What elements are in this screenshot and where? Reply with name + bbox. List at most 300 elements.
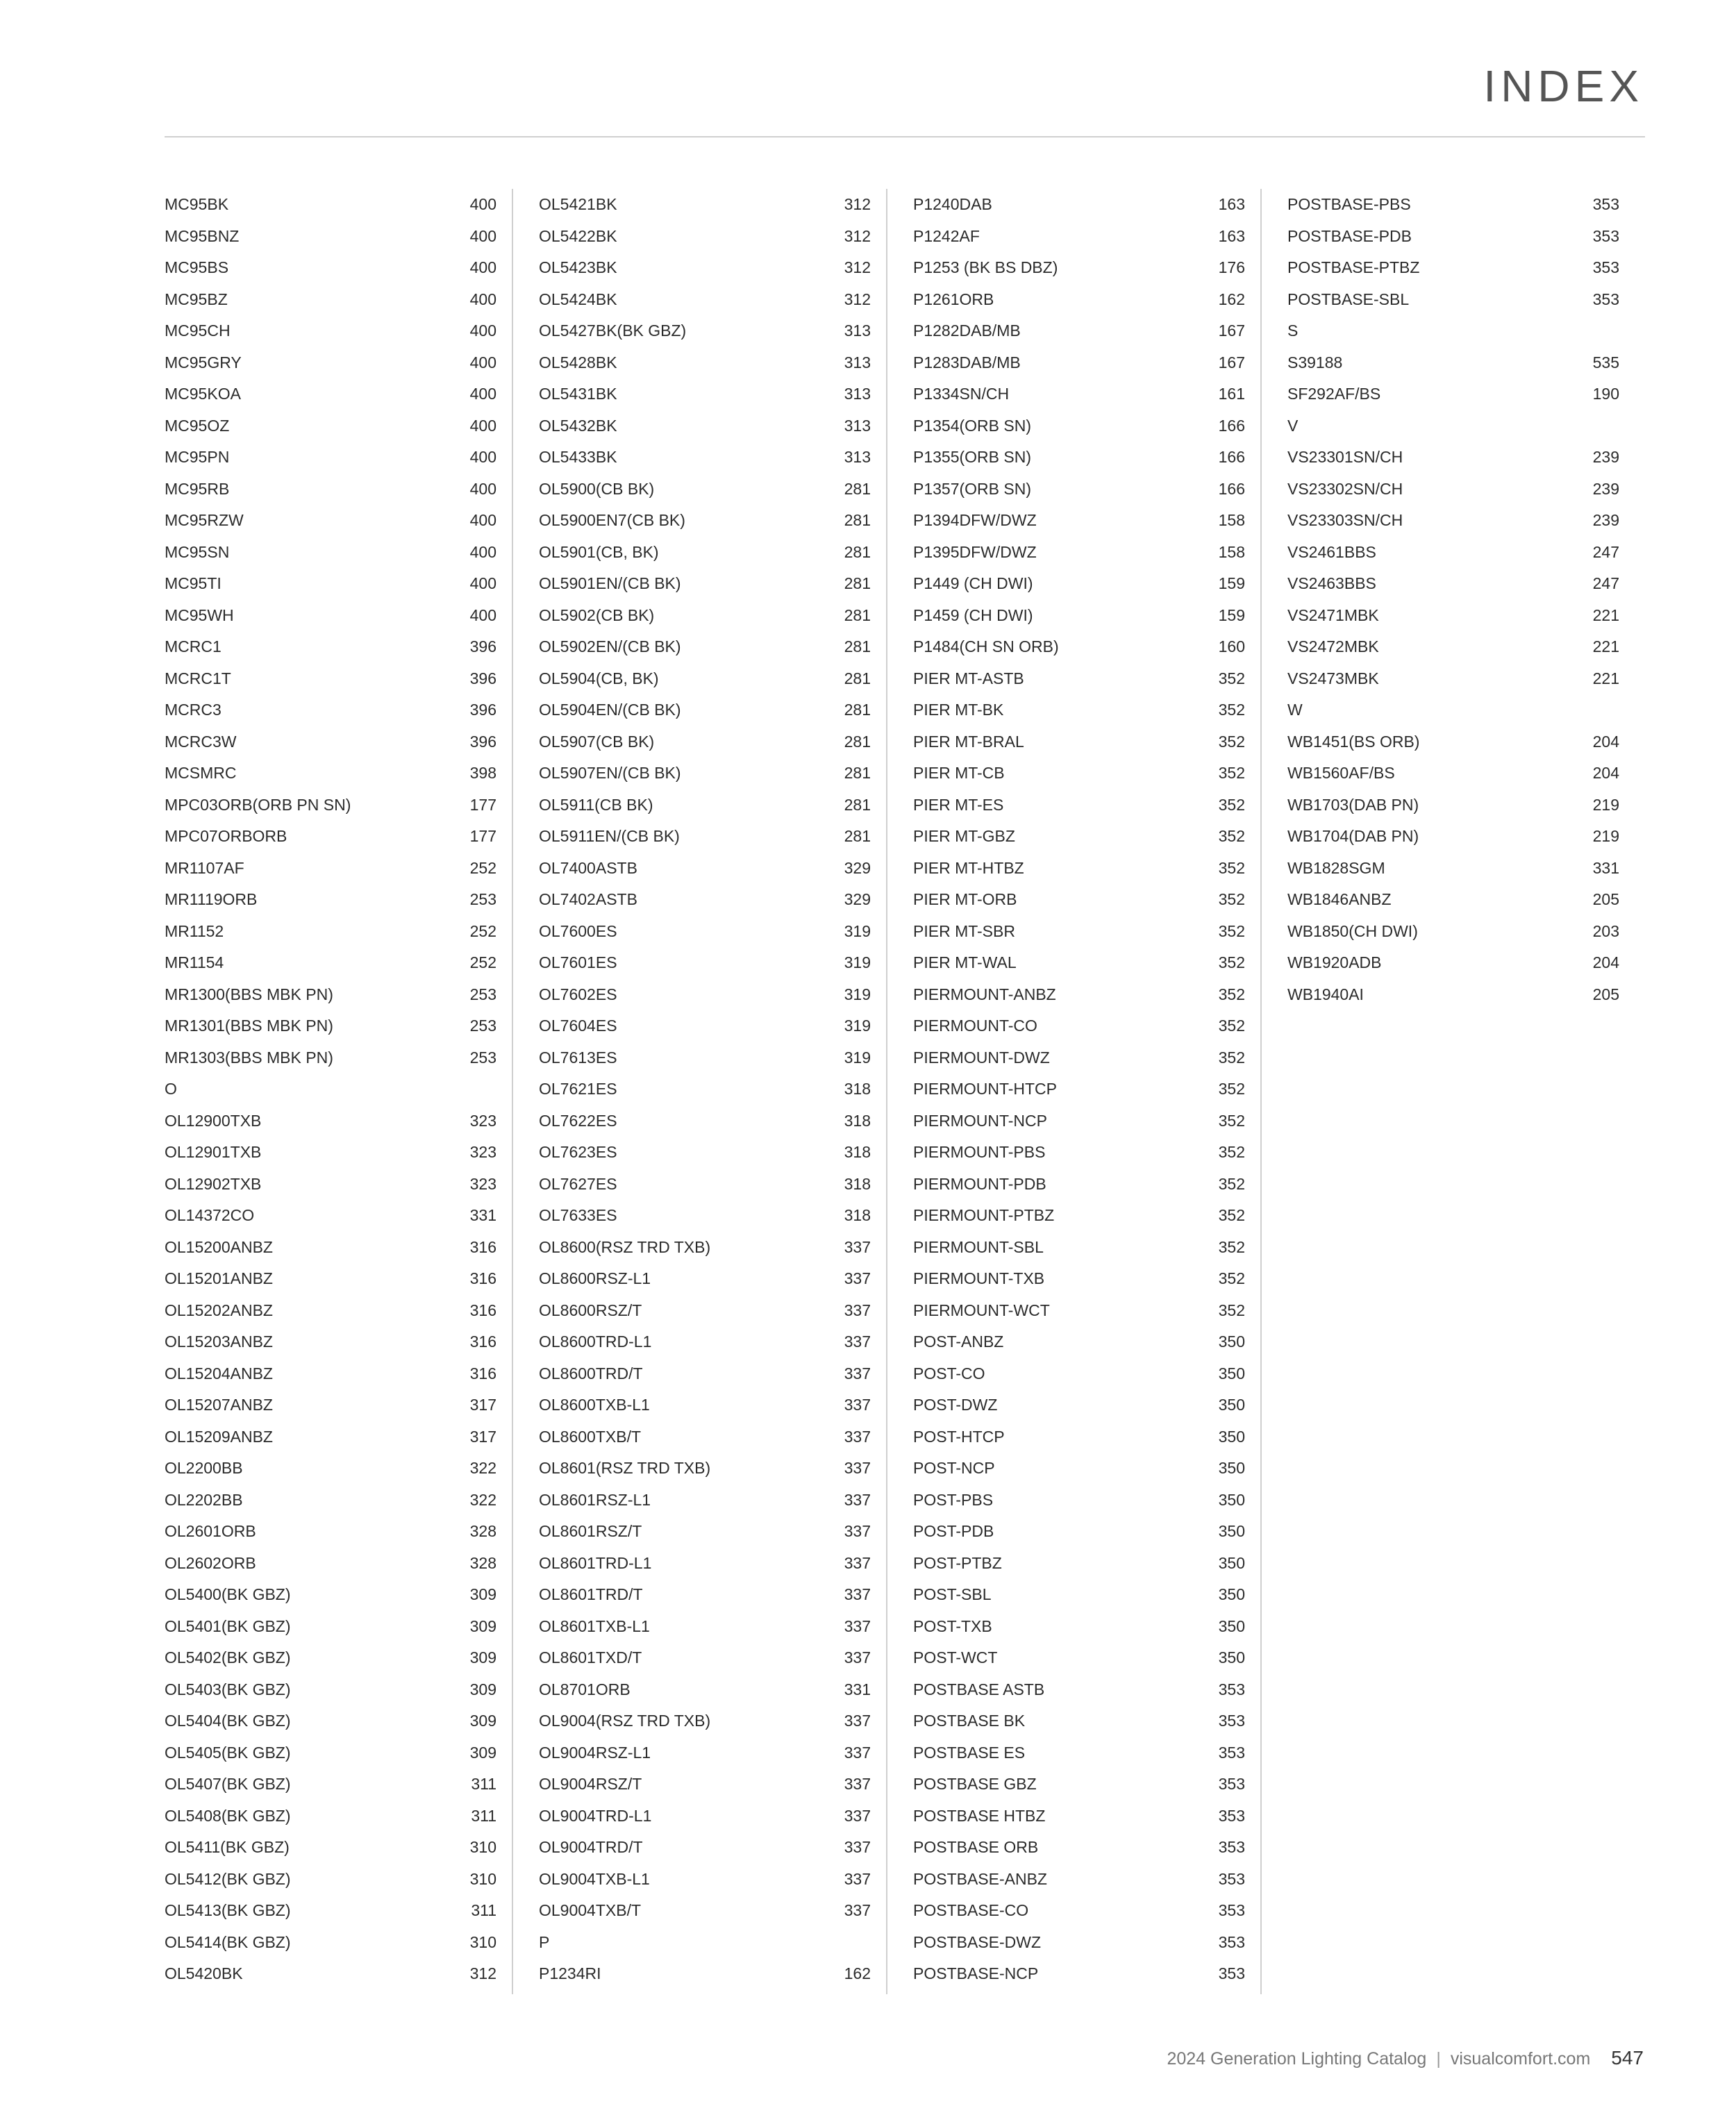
entry-code: WB1940AI: [1287, 985, 1364, 1003]
index-entry: [539, 1737, 871, 1769]
entry-page: 316: [469, 1332, 496, 1351]
entry-page: 313: [844, 353, 871, 371]
index-column-3: [913, 189, 1245, 2001]
entry-page: 350: [1218, 1648, 1245, 1666]
index-entry: [913, 1705, 1245, 1737]
index-entry: [1287, 537, 1619, 569]
entry-code: OL5401(BK GBZ): [165, 1616, 291, 1635]
entry-code: OL7622ES: [539, 1111, 617, 1130]
index-entry: [165, 315, 496, 347]
entry-code: P1394DFW/DWZ: [913, 511, 1037, 529]
index-entry: [913, 1674, 1245, 1706]
index-entry: [913, 1073, 1245, 1105]
title-divider: [165, 136, 1645, 137]
entry-code: OL5411(BK GBZ): [165, 1838, 290, 1856]
entry-code: MC95BK: [165, 195, 229, 213]
entry-page: 310: [469, 1838, 496, 1856]
index-entry: [165, 1358, 496, 1390]
entry-code: MCSMRC: [165, 764, 237, 782]
entry-page: 166: [1218, 448, 1245, 466]
entry-code: OL5402(BK GBZ): [165, 1648, 291, 1666]
entry-code: WB1850(CH DWI): [1287, 921, 1418, 940]
entry-code: OL8600RSZ/T: [539, 1301, 642, 1319]
index-entry: [1287, 821, 1619, 853]
entry-code: OL9004(RSZ TRD TXB): [539, 1712, 711, 1730]
entry-code: OL15207ANBZ: [165, 1396, 273, 1414]
entry-page: 318: [844, 1111, 871, 1130]
entry-code: POST-PBS: [913, 1490, 994, 1509]
entry-page: 352: [1218, 1301, 1245, 1319]
index-entry: [165, 1232, 496, 1264]
entry-page: 160: [1218, 637, 1245, 655]
entry-code: PIER MT-ORB: [913, 890, 1017, 908]
entry-page: 328: [469, 1522, 496, 1540]
entry-page: 281: [844, 542, 871, 561]
entry-page: 337: [844, 1712, 871, 1730]
index-entry: [539, 631, 871, 663]
entry-page: 353: [1218, 1743, 1245, 1762]
page-title: INDEX: [1483, 61, 1644, 111]
index-entry: [913, 315, 1245, 347]
entry-page: 350: [1218, 1553, 1245, 1572]
entry-page: 190: [1592, 385, 1619, 403]
index-entry: [913, 600, 1245, 632]
index-entry: [1287, 442, 1619, 474]
entry-code: WB1846ANBZ: [1287, 890, 1392, 908]
index-entry: [539, 1389, 871, 1421]
index-entry: [913, 1832, 1245, 1864]
index-entry: [165, 631, 496, 663]
entry-page: 318: [844, 1174, 871, 1193]
index-entry: [165, 1421, 496, 1453]
entry-code: OL15201ANBZ: [165, 1269, 273, 1287]
entry-code: P1355(ORB SN): [913, 448, 1032, 466]
entry-code: OL9004RSZ/T: [539, 1775, 642, 1793]
entry-code: OL5400(BK GBZ): [165, 1585, 291, 1603]
entry-page: 163: [1218, 226, 1245, 245]
entry-page: 329: [844, 890, 871, 908]
page-footer: [1167, 2047, 1644, 2069]
entry-page: 329: [844, 858, 871, 877]
entry-code: OL9004TXB/T: [539, 1901, 642, 1919]
column-divider: [512, 189, 513, 1994]
index-entry: [913, 758, 1245, 790]
entry-code: MC95BZ: [165, 290, 228, 308]
index-entry: [165, 1200, 496, 1232]
entry-page: 400: [469, 542, 496, 561]
entry-code: MR1300(BBS MBK PN): [165, 985, 333, 1003]
entry-page: 337: [844, 1522, 871, 1540]
index-entry: [1287, 979, 1619, 1011]
entry-page: 318: [844, 1080, 871, 1098]
index-entry: [165, 1389, 496, 1421]
index-entry: [913, 1864, 1245, 1896]
index-entry: [539, 726, 871, 758]
entry-page: 319: [844, 1048, 871, 1067]
entry-code: P1449 (CH DWI): [913, 574, 1033, 592]
entry-code: PIER MT-WAL: [913, 953, 1017, 971]
entry-page: 316: [469, 1237, 496, 1256]
entry-code: OL7633ES: [539, 1206, 617, 1224]
entry-page: 158: [1218, 511, 1245, 529]
entry-code: OL9004TRD-L1: [539, 1806, 652, 1825]
entry-page: 312: [844, 258, 871, 276]
entry-page: 166: [1218, 416, 1245, 435]
index-entry: [539, 1705, 871, 1737]
entry-page: 311: [471, 1775, 496, 1793]
entry-code: P1354(ORB SN): [913, 416, 1032, 435]
entry-code: OL5911EN/(CB BK): [539, 827, 680, 845]
entry-page: 316: [469, 1301, 496, 1319]
index-entry: [539, 1801, 871, 1832]
index-entry: [165, 537, 496, 569]
index-entry: [913, 916, 1245, 948]
entry-code: OL8601RSZ/T: [539, 1522, 642, 1540]
index-entry: [165, 252, 496, 284]
entry-page: 281: [844, 732, 871, 751]
index-entry: [539, 1832, 871, 1864]
index-entry: [539, 1453, 871, 1485]
entry-code: VS2472MBK: [1287, 637, 1379, 655]
index-entry: [165, 790, 496, 821]
index-columns: [165, 189, 1645, 2001]
index-entry: [165, 821, 496, 853]
entry-code: P1459 (CH DWI): [913, 605, 1033, 624]
index-entry: [1287, 853, 1619, 885]
entry-page: 167: [1218, 321, 1245, 340]
entry-page: 352: [1218, 669, 1245, 687]
entry-code: OL7621ES: [539, 1080, 617, 1098]
entry-page: 337: [844, 1838, 871, 1856]
entry-page: 337: [844, 1553, 871, 1572]
entry-page: 400: [469, 353, 496, 371]
entry-page: 396: [469, 732, 496, 751]
entry-page: 311: [471, 1901, 496, 1919]
index-entry: [913, 1579, 1245, 1611]
entry-page: 396: [469, 669, 496, 687]
entry-code: PIERMOUNT-TXB: [913, 1269, 1045, 1287]
entry-code: OL5421BK: [539, 195, 617, 213]
entry-code: S39188: [1287, 353, 1343, 371]
index-entry: [913, 1421, 1245, 1453]
index-entry: [913, 726, 1245, 758]
index-entry: [913, 853, 1245, 885]
entry-page: 159: [1218, 605, 1245, 624]
index-entry: [913, 1042, 1245, 1074]
entry-code: P1234RI: [539, 1964, 601, 1982]
index-entry: [539, 853, 871, 885]
entry-code: VS23303SN/CH: [1287, 511, 1403, 529]
entry-page: 352: [1218, 701, 1245, 719]
entry-page: 317: [469, 1396, 496, 1414]
index-entry: [1287, 663, 1619, 695]
index-entry: [539, 663, 871, 695]
entry-page: 396: [469, 637, 496, 655]
index-entry: [165, 505, 496, 537]
index-entry: [539, 1326, 871, 1358]
entry-code: PIER MT-ASTB: [913, 669, 1024, 687]
entry-code: OL15209ANBZ: [165, 1427, 273, 1446]
entry-code: PIER MT-BK: [913, 701, 1004, 719]
entry-code: PIERMOUNT-WCT: [913, 1301, 1050, 1319]
entry-page: 319: [844, 921, 871, 940]
entry-code: P1395DFW/DWZ: [913, 542, 1037, 561]
entry-code: OL7604ES: [539, 1017, 617, 1035]
entry-page: 352: [1218, 1017, 1245, 1035]
index-entry: [913, 1927, 1245, 1959]
entry-code: MC95RB: [165, 479, 230, 498]
entry-page: 353: [1218, 1775, 1245, 1793]
index-entry: [913, 1358, 1245, 1390]
index-entry: [165, 916, 496, 948]
entry-code: OL5408(BK GBZ): [165, 1806, 291, 1825]
entry-page: 247: [1592, 574, 1619, 592]
entry-code: VS2461BBS: [1287, 542, 1376, 561]
entry-code: MC95SN: [165, 542, 230, 561]
entry-page: 337: [844, 1743, 871, 1762]
entry-code: POST-PDB: [913, 1522, 994, 1540]
entry-page: 337: [844, 1427, 871, 1446]
entry-code: MC95KOA: [165, 385, 241, 403]
index-entry: [539, 189, 871, 221]
entry-page: 313: [844, 416, 871, 435]
entry-page: 337: [844, 1806, 871, 1825]
index-entry: [165, 474, 496, 506]
entry-page: 400: [469, 511, 496, 529]
entry-page: 337: [844, 1585, 871, 1603]
entry-code: MR1303(BBS MBK PN): [165, 1048, 333, 1067]
entry-page: 159: [1218, 574, 1245, 592]
entry-page: 205: [1592, 890, 1619, 908]
entry-page: 312: [844, 195, 871, 213]
entry-page: 176: [1218, 258, 1245, 276]
entry-page: 239: [1592, 479, 1619, 498]
entry-code: OL8600TXB-L1: [539, 1396, 650, 1414]
index-entry: [913, 1010, 1245, 1042]
index-entry: [165, 1137, 496, 1169]
entry-code: OL5904EN/(CB BK): [539, 701, 681, 719]
entry-code: OL5403(BK GBZ): [165, 1680, 291, 1698]
index-entry: [913, 474, 1245, 506]
index-entry: [539, 537, 871, 569]
footer-separator: |: [1436, 2049, 1441, 2069]
entry-page: 352: [1218, 764, 1245, 782]
entry-code: PIERMOUNT-PBS: [913, 1143, 1046, 1161]
entry-code: OL9004TRD/T: [539, 1838, 643, 1856]
entry-page: 316: [469, 1364, 496, 1382]
index-entry: [165, 663, 496, 695]
entry-page: 239: [1592, 511, 1619, 529]
entry-code: POST-DWZ: [913, 1396, 998, 1414]
index-entry: [913, 790, 1245, 821]
index-entry: [539, 474, 871, 506]
entry-code: WB1703(DAB PN): [1287, 795, 1419, 814]
entry-code: PIERMOUNT-DWZ: [913, 1048, 1050, 1067]
index-entry: [539, 694, 871, 726]
entry-code: OL5432BK: [539, 416, 617, 435]
entry-page: 253: [469, 985, 496, 1003]
entry-page: 352: [1218, 1269, 1245, 1287]
entry-page: 350: [1218, 1396, 1245, 1414]
index-entry: [539, 1421, 871, 1453]
index-entry: [913, 1200, 1245, 1232]
index-entry: [1287, 568, 1619, 600]
entry-page: 281: [844, 574, 871, 592]
index-column-1: [165, 189, 496, 2001]
entry-code: OL5420BK: [165, 1964, 243, 1982]
entry-code: OL5902(CB BK): [539, 605, 655, 624]
entry-code: MR1152: [165, 921, 224, 940]
entry-code: PIERMOUNT-NCP: [913, 1111, 1047, 1130]
index-entry: [1287, 221, 1619, 253]
entry-page: 205: [1592, 985, 1619, 1003]
entry-code: PIERMOUNT-PTBZ: [913, 1206, 1055, 1224]
entry-page: 309: [469, 1743, 496, 1762]
index-entry: [1287, 600, 1619, 632]
index-entry: [539, 1642, 871, 1674]
entry-code: OL5414(BK GBZ): [165, 1932, 291, 1951]
entry-page: 318: [844, 1143, 871, 1161]
entry-page: 353: [1218, 1838, 1245, 1856]
entry-code: MC95GRY: [165, 353, 242, 371]
index-entry: [165, 1642, 496, 1674]
index-entry: [539, 568, 871, 600]
entry-page: 310: [469, 1869, 496, 1888]
index-entry: [165, 189, 496, 221]
index-entry: [1287, 347, 1619, 379]
entry-code: OL7600ES: [539, 921, 617, 940]
entry-page: 253: [469, 890, 496, 908]
index-entry: [165, 1927, 496, 1959]
entry-page: 323: [469, 1174, 496, 1193]
index-entry: [539, 505, 871, 537]
index-entry: [165, 1485, 496, 1517]
index-entry: [165, 884, 496, 916]
entry-code: OL8600TRD-L1: [539, 1332, 652, 1351]
entry-page: 313: [844, 448, 871, 466]
entry-code: OL5901(CB, BK): [539, 542, 659, 561]
entry-code: OL15202ANBZ: [165, 1301, 273, 1319]
index-entry: [913, 505, 1245, 537]
index-entry: [913, 410, 1245, 442]
entry-page: 337: [844, 1396, 871, 1414]
entry-code: MC95RZW: [165, 511, 244, 529]
entry-code: OL7602ES: [539, 985, 617, 1003]
index-entry: [1287, 916, 1619, 948]
entry-page: 167: [1218, 353, 1245, 371]
index-entry: [165, 947, 496, 979]
index-entry: [539, 1137, 871, 1169]
entry-page: 177: [469, 795, 496, 814]
index-entry: [1287, 378, 1619, 410]
entry-page: 352: [1218, 1048, 1245, 1067]
entry-code: WB1451(BS ORB): [1287, 732, 1420, 751]
entry-code: POSTBASE-NCP: [913, 1964, 1039, 1982]
entry-code: POSTBASE-ANBZ: [913, 1869, 1047, 1888]
entry-code: P1283DAB/MB: [913, 353, 1021, 371]
entry-page: 337: [844, 1648, 871, 1666]
index-entry: [913, 537, 1245, 569]
entry-page: 281: [844, 795, 871, 814]
index-entry: [913, 979, 1245, 1011]
entry-code: OL5433BK: [539, 448, 617, 466]
entry-code: P1261ORB: [913, 290, 994, 308]
entry-page: 352: [1218, 1206, 1245, 1224]
entry-page: 309: [469, 1648, 496, 1666]
entry-code: V: [1287, 416, 1299, 435]
index-entry: [539, 1579, 871, 1611]
index-entry: [165, 1326, 496, 1358]
entry-page: 398: [469, 764, 496, 782]
entry-page: 253: [469, 1017, 496, 1035]
index-entry: [913, 1232, 1245, 1264]
entry-page: 352: [1218, 953, 1245, 971]
entry-code: MC95OZ: [165, 416, 230, 435]
entry-code: PIERMOUNT-CO: [913, 1017, 1037, 1035]
entry-code: PIERMOUNT-PDB: [913, 1174, 1046, 1193]
entry-code: OL7400ASTB: [539, 858, 637, 877]
entry-page: 337: [844, 1459, 871, 1477]
index-letter-heading: [165, 1073, 496, 1105]
index-entry: [913, 884, 1245, 916]
entry-code: MCRC3W: [165, 732, 237, 751]
entry-code: PIER MT-CB: [913, 764, 1005, 782]
entry-page: 337: [844, 1364, 871, 1382]
entry-code: OL8701ORB: [539, 1680, 631, 1698]
entry-code: PIERMOUNT-SBL: [913, 1237, 1044, 1256]
entry-code: MR1119ORB: [165, 890, 258, 908]
entry-code: WB1828SGM: [1287, 858, 1385, 877]
index-entry: [1287, 631, 1619, 663]
index-entry: [913, 1137, 1245, 1169]
entry-code: POST-CO: [913, 1364, 985, 1382]
entry-page: 310: [469, 1932, 496, 1951]
index-entry: [539, 916, 871, 948]
entry-page: 353: [1592, 290, 1619, 308]
index-entry: [165, 1263, 496, 1295]
index-entry: [539, 1263, 871, 1295]
website-link[interactable]: visualcomfort.com: [1450, 2049, 1591, 2069]
entry-page: 309: [469, 1712, 496, 1730]
entry-code: SF292AF/BS: [1287, 385, 1381, 403]
entry-page: 309: [469, 1585, 496, 1603]
index-entry: [913, 1642, 1245, 1674]
entry-code: MC95TI: [165, 574, 222, 592]
entry-code: OL7601ES: [539, 953, 617, 971]
index-entry: [165, 1453, 496, 1485]
index-entry: [539, 1232, 871, 1264]
entry-page: 352: [1218, 1174, 1245, 1193]
column-divider: [1260, 189, 1262, 1994]
entry-code: POST-ANBZ: [913, 1332, 1004, 1351]
entry-code: PIERMOUNT-HTCP: [913, 1080, 1057, 1098]
entry-page: 352: [1218, 858, 1245, 877]
entry-page: 158: [1218, 542, 1245, 561]
entry-code: POSTBASE GBZ: [913, 1775, 1037, 1793]
index-entry: [165, 1010, 496, 1042]
index-entry: [539, 790, 871, 821]
entry-code: OL5424BK: [539, 290, 617, 308]
entry-page: 337: [844, 1616, 871, 1635]
index-entry: [539, 821, 871, 853]
entry-page: 253: [469, 1048, 496, 1067]
entry-page: 400: [469, 195, 496, 213]
entry-page: 352: [1218, 890, 1245, 908]
entry-code: OL2202BB: [165, 1490, 243, 1509]
index-entry: [165, 979, 496, 1011]
index-entry: [165, 1042, 496, 1074]
entry-page: 163: [1218, 195, 1245, 213]
